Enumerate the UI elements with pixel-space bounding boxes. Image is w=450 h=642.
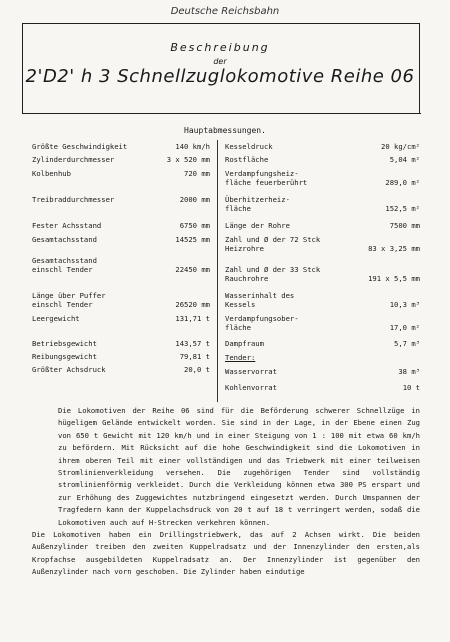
spec-label: Gesamtachsstand — [32, 235, 97, 244]
spec-value: 131,71 t — [175, 314, 210, 323]
spec-label: Leergewicht — [32, 314, 80, 323]
spec-value: 3 x 520 mm — [166, 155, 210, 164]
spec-label: Fester Achsstand — [32, 221, 102, 230]
spec-label: Gesamtachsstand einschl Tender — [32, 256, 97, 274]
locomotive-title: 2'D2' h 3 Schnellzuglokomotive Reihe 06 — [25, 66, 415, 87]
column-divider — [217, 140, 218, 402]
paragraph: Die Lokomotiven der Reihe 06 sind für die Beförderung schwerer Schnellzüge in hügeligem Gelände entwickelt worden. Sie sind in der Lage, in der Ebene einen Zug von 650 t Gewicht mit 120 km/h und in einer Steigung von 1 : 100 mit etwa 60 km/h zu befördern. Mit Rücksicht auf die hohe Geschwindigkeit sind die Lokomotiven in ihrem oberen Teil mit einer vollständigen und das Triebwerk mit einer teilweisen Stromlinienverkleidung versehen. Die zugehörigen Tender sind vollständig stromlinienförmig verkleidet. Durch die Verkleidung können etwa 300 PS erspart und zur Erhöhung des Zuggewichtes nutzbringend eingesetzt werden. Durch Umspannen der Tragfedern kann der Kuppelachsdruck von 20 t auf 18 t verringert werden, sodaß die Lokomotiven auch auf H-Strecken verkehren können. — [58, 406, 420, 527]
spec-value: 7500 mm — [389, 221, 420, 230]
title-beschreibung: Beschreibung — [170, 41, 270, 54]
spec-label: Treibraddurchmesser — [32, 195, 115, 204]
spec-value: 14525 mm — [175, 235, 210, 244]
title-der: der — [213, 57, 227, 66]
spec-value: 10,3 m³ — [389, 300, 420, 309]
description-text — [32, 405, 420, 579]
spec-label: Länge über Puffer einschl Tender — [32, 291, 106, 309]
spec-value: 26520 mm — [175, 300, 210, 309]
railway-name: Deutsche Reichsbahn — [170, 6, 280, 17]
spec-label: Wasserinhalt des Kessels — [225, 291, 295, 309]
spec-value: 38 m³ — [398, 367, 420, 376]
spec-value: 152,5 m² — [385, 204, 420, 213]
spec-value: 6750 mm — [179, 221, 210, 230]
spec-value: 20,0 t — [184, 365, 210, 374]
spec-value: 191 x 5,5 mm — [368, 274, 420, 283]
spec-label: Länge der Rohre — [225, 221, 290, 230]
paragraph: Die Lokomotiven haben ein Drillingstriebwerk, das auf 2 Achsen wirkt. Die beiden Außenzylinder treiben den zweiten Kuppelradsatz und der Innenzylinder den ersten,als Kropfachse ausgebildeten Kuppelradsatz an. Der Innenzylinder ist gegenüber den Außenzylinder nach vorn geschoben. Die Zylinder haben eindutige — [32, 530, 420, 577]
spec-label: Reibungsgewicht — [32, 352, 97, 361]
spec-label: Verdampfungsober- fläche — [225, 314, 299, 332]
spec-label: Überhitzerheiz- fläche — [225, 195, 290, 213]
spec-value: 83 x 3,25 mm — [368, 244, 420, 253]
spec-label: Kohlenvorrat — [225, 383, 277, 392]
spec-label: Zahl und Ø der 33 Stck Rauchrohre — [225, 265, 321, 283]
spec-label: Kesseldruck — [225, 142, 273, 151]
spec-value: 720 mm — [184, 169, 210, 178]
spec-value: 2000 mm — [179, 195, 210, 204]
spec-value: 20 kg/cm² — [381, 142, 420, 151]
spec-label: Größte Geschwindigkeit — [32, 142, 128, 151]
spec-value: 143,57 t — [175, 339, 210, 348]
spec-value: 5,04 m² — [389, 155, 420, 164]
spec-value: 22450 mm — [175, 265, 210, 274]
spec-value: 5,7 m³ — [394, 339, 420, 348]
spec-value: 79,81 t — [179, 352, 210, 361]
spec-value: 140 km/h — [175, 142, 210, 151]
section-title: Hauptabmessungen. — [184, 126, 266, 135]
spec-label: Größter Achsdruck — [32, 365, 106, 374]
tender-heading: Tender: — [225, 353, 256, 362]
spec-label: Rostfläche — [225, 155, 269, 164]
spec-label: Zahl und Ø der 72 Stck Heizrohre — [225, 235, 321, 253]
spec-label: Verdampfungsheiz- fläche feuerberührt — [225, 169, 308, 187]
spec-label: Kolbenhub — [32, 169, 71, 178]
spec-value: 17,0 m² — [389, 323, 420, 332]
spec-label: Betriebsgewicht — [32, 339, 97, 348]
spec-label: Wasservorrat — [225, 367, 277, 376]
spec-value: 10 t — [402, 383, 420, 392]
spec-label: Zylinderdurchmesser — [32, 155, 115, 164]
spec-value: 289,0 m² — [385, 178, 420, 187]
spec-label: Dampfraum — [225, 339, 264, 348]
